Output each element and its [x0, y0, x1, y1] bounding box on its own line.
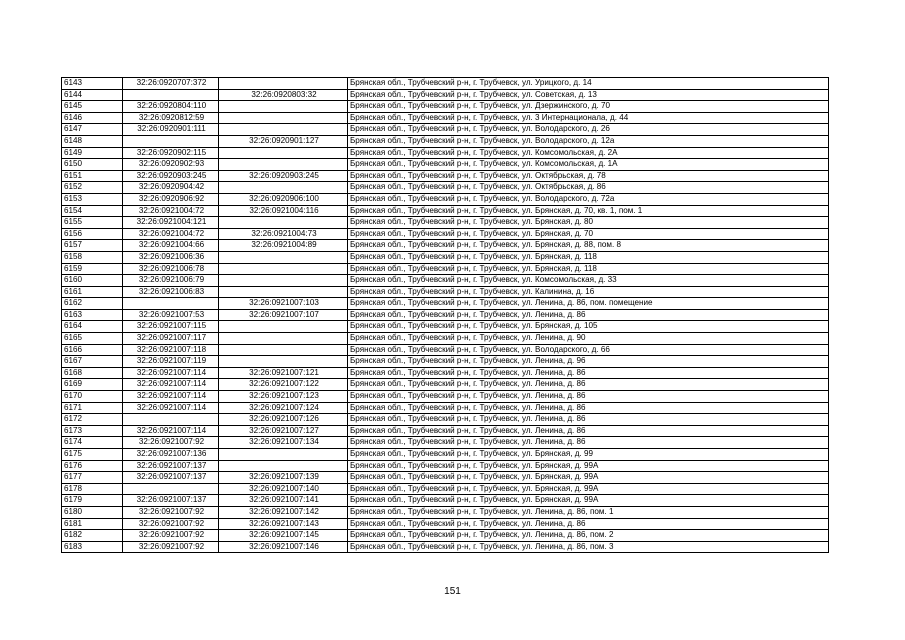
object-cadastral-number-cell: [219, 344, 348, 356]
row-number-cell: 6173: [62, 425, 123, 437]
address-cell: Брянская обл., Трубчевский р-н, г. Трубчевск, ул. Ленина, д. 86: [348, 518, 829, 530]
table-row: [62, 251, 829, 263]
address-cell: Брянская обл., Трубчевский р-н, г. Трубчевск, ул. Ленина, д. 86: [348, 309, 829, 321]
address-cell: Брянская обл., Трубчевский р-н, г. Трубчевск, ул. Брянская, д. 99А: [348, 483, 829, 495]
object-cadastral-number-cell: 32:26:0921007:141: [219, 495, 348, 507]
address-cell: Брянская обл., Трубчевский р-н, г. Трубчевск, ул. Дзержинского, д. 70: [348, 101, 829, 113]
table-row: [62, 495, 829, 507]
land-cadastral-number-cell: 32:26:0921007:137: [123, 472, 219, 484]
land-cadastral-number-cell: [123, 298, 219, 310]
table-row: [62, 402, 829, 414]
land-cadastral-number-cell: 32:26:0921007:53: [123, 309, 219, 321]
land-cadastral-number-cell: 32:26:0921007:119: [123, 356, 219, 368]
row-number-cell: 6151: [62, 170, 123, 182]
row-number-cell: 6160: [62, 275, 123, 287]
table-row: [62, 147, 829, 159]
table-row: [62, 472, 829, 484]
table-row: [62, 101, 829, 113]
land-cadastral-number-cell: 32:26:0920902:93: [123, 159, 219, 171]
row-number-cell: 6163: [62, 309, 123, 321]
address-cell: Брянская обл., Трубчевский р-н, г. Трубчевск, ул. Октябрьская, д. 78: [348, 170, 829, 182]
land-cadastral-number-cell: 32:26:0921007:92: [123, 530, 219, 542]
object-cadastral-number-cell: [219, 217, 348, 229]
land-cadastral-number-cell: 32:26:0921006:78: [123, 263, 219, 275]
address-cell: Брянская обл., Трубчевский р-н, г. Трубчевск, ул. Брянская, д. 118: [348, 263, 829, 275]
row-number-cell: 6148: [62, 135, 123, 147]
land-cadastral-number-cell: 32:26:0921007:115: [123, 321, 219, 333]
row-number-cell: 6158: [62, 251, 123, 263]
object-cadastral-number-cell: 32:26:0921007:146: [219, 541, 348, 553]
object-cadastral-number-cell: 32:26:0920906:100: [219, 193, 348, 205]
land-cadastral-number-cell: [123, 89, 219, 101]
object-cadastral-number-cell: 32:26:0921007:143: [219, 518, 348, 530]
address-cell: Брянская обл., Трубчевский р-н, г. Трубчевск, ул. Ленина, д. 96: [348, 356, 829, 368]
address-cell: Брянская обл., Трубчевский р-н, г. Трубчевск, ул. Советская, д. 13: [348, 89, 829, 101]
object-cadastral-number-cell: 32:26:0920901:127: [219, 135, 348, 147]
row-number-cell: 6176: [62, 460, 123, 472]
address-cell: Брянская обл., Трубчевский р-н, г. Трубчевск, ул. Калинина, д. 16: [348, 286, 829, 298]
row-number-cell: 6162: [62, 298, 123, 310]
object-cadastral-number-cell: 32:26:0921007:107: [219, 309, 348, 321]
object-cadastral-number-cell: [219, 112, 348, 124]
land-cadastral-number-cell: 32:26:0921007:114: [123, 425, 219, 437]
object-cadastral-number-cell: [219, 124, 348, 136]
land-cadastral-number-cell: 32:26:0921007:92: [123, 506, 219, 518]
object-cadastral-number-cell: 32:26:0921007:142: [219, 506, 348, 518]
address-cell: Брянская обл., Трубчевский р-н, г. Трубчевск, ул. Володарского, д. 66: [348, 344, 829, 356]
address-cell: Брянская обл., Трубчевский р-н, г. Трубчевск, ул. Ленина, д. 86, пом. 3: [348, 541, 829, 553]
table-row: [62, 228, 829, 240]
table-row: [62, 321, 829, 333]
object-cadastral-number-cell: [219, 182, 348, 194]
row-number-cell: 6172: [62, 414, 123, 426]
row-number-cell: 6155: [62, 217, 123, 229]
row-number-cell: 6170: [62, 391, 123, 403]
address-cell: Брянская обл., Трубчевский р-н, г. Трубчевск, ул. Ленина, д. 86, пом. 2: [348, 530, 829, 542]
address-cell: Брянская обл., Трубчевский р-н, г. Трубчевск, ул. Володарского, д. 26: [348, 124, 829, 136]
object-cadastral-number-cell: [219, 321, 348, 333]
object-cadastral-number-cell: [219, 251, 348, 263]
table-row: [62, 506, 829, 518]
row-number-cell: 6164: [62, 321, 123, 333]
table-row: [62, 78, 829, 90]
row-number-cell: 6150: [62, 159, 123, 171]
row-number-cell: 6168: [62, 367, 123, 379]
table-row: [62, 89, 829, 101]
row-number-cell: 6180: [62, 506, 123, 518]
address-cell: Брянская обл., Трубчевский р-н, г. Трубчевск, ул. Брянская, д. 105: [348, 321, 829, 333]
land-cadastral-number-cell: 32:26:0921007:92: [123, 437, 219, 449]
table-row: [62, 541, 829, 553]
table-row: [62, 298, 829, 310]
address-cell: Брянская обл., Трубчевский р-н, г. Трубчевск, ул. Ленина, д. 86: [348, 402, 829, 414]
table-row: [62, 124, 829, 136]
land-cadastral-number-cell: 32:26:0921007:114: [123, 379, 219, 391]
table-row: [62, 414, 829, 426]
land-cadastral-number-cell: 32:26:0921007:117: [123, 333, 219, 345]
object-cadastral-number-cell: 32:26:0921007:139: [219, 472, 348, 484]
object-cadastral-number-cell: 32:26:0921004:73: [219, 228, 348, 240]
table-row: [62, 193, 829, 205]
row-number-cell: 6154: [62, 205, 123, 217]
object-cadastral-number-cell: [219, 263, 348, 275]
address-cell: Брянская обл., Трубчевский р-н, г. Трубчевск, ул. Ленина, д. 86: [348, 437, 829, 449]
table-row: [62, 530, 829, 542]
land-cadastral-number-cell: [123, 135, 219, 147]
object-cadastral-number-cell: [219, 159, 348, 171]
object-cadastral-number-cell: 32:26:0920903:245: [219, 170, 348, 182]
table-row: [62, 437, 829, 449]
table-row: [62, 217, 829, 229]
land-cadastral-number-cell: 32:26:0921007:114: [123, 402, 219, 414]
land-cadastral-number-cell: 32:26:0921004:72: [123, 228, 219, 240]
row-number-cell: 6147: [62, 124, 123, 136]
table-row: [62, 518, 829, 530]
land-cadastral-number-cell: 32:26:0920903:245: [123, 170, 219, 182]
row-number-cell: 6181: [62, 518, 123, 530]
object-cadastral-number-cell: 32:26:0921007:122: [219, 379, 348, 391]
address-cell: Брянская обл., Трубчевский р-н, г. Трубчевск, ул. Ленина, д. 86: [348, 425, 829, 437]
table-row: [62, 182, 829, 194]
table-row: [62, 170, 829, 182]
table-row: [62, 344, 829, 356]
row-number-cell: 6167: [62, 356, 123, 368]
address-cell: Брянская обл., Трубчевский р-н, г. Трубчевск, ул. Ленина, д. 86: [348, 391, 829, 403]
row-number-cell: 6153: [62, 193, 123, 205]
land-cadastral-number-cell: 32:26:0921006:83: [123, 286, 219, 298]
row-number-cell: 6166: [62, 344, 123, 356]
table-row: [62, 135, 829, 147]
table-row: [62, 205, 829, 217]
land-cadastral-number-cell: [123, 414, 219, 426]
address-cell: Брянская обл., Трубчевский р-н, г. Трубчевск, ул. Октябрьская, д. 86: [348, 182, 829, 194]
land-cadastral-number-cell: 32:26:0921007:136: [123, 449, 219, 461]
address-cell: Брянская обл., Трубчевский р-н, г. Трубчевск, ул. Брянская, д. 70, кв. 1, пом. 1: [348, 205, 829, 217]
object-cadastral-number-cell: [219, 275, 348, 287]
land-cadastral-number-cell: 32:26:0921007:114: [123, 391, 219, 403]
object-cadastral-number-cell: [219, 101, 348, 113]
row-number-cell: 6159: [62, 263, 123, 275]
row-number-cell: 6169: [62, 379, 123, 391]
table-row: [62, 263, 829, 275]
address-cell: Брянская обл., Трубчевский р-н, г. Трубчевск, ул. Комсомольская, д. 33: [348, 275, 829, 287]
table-row: [62, 460, 829, 472]
address-cell: Брянская обл., Трубчевский р-н, г. Трубчевск, ул. Ленина, д. 86: [348, 367, 829, 379]
row-number-cell: 6177: [62, 472, 123, 484]
address-cell: Брянская обл., Трубчевский р-н, г. Трубчевск, ул. Комсомольская, д. 1А: [348, 159, 829, 171]
object-cadastral-number-cell: [219, 286, 348, 298]
row-number-cell: 6146: [62, 112, 123, 124]
land-cadastral-number-cell: 32:26:0921004:121: [123, 217, 219, 229]
object-cadastral-number-cell: 32:26:0920803:32: [219, 89, 348, 101]
object-cadastral-number-cell: 32:26:0921004:116: [219, 205, 348, 217]
land-cadastral-number-cell: 32:26:0921006:79: [123, 275, 219, 287]
address-cell: Брянская обл., Трубчевский р-н, г. Трубчевск, ул. 3 Интернационала, д. 44: [348, 112, 829, 124]
object-cadastral-number-cell: 32:26:0921004:89: [219, 240, 348, 252]
land-cadastral-number-cell: 32:26:0920707:372: [123, 78, 219, 90]
table-row: [62, 391, 829, 403]
row-number-cell: 6175: [62, 449, 123, 461]
table-row: [62, 286, 829, 298]
row-number-cell: 6152: [62, 182, 123, 194]
page-number: 151: [444, 586, 461, 597]
object-cadastral-number-cell: [219, 147, 348, 159]
address-cell: Брянская обл., Трубчевский р-н, г. Трубчевск, ул. Брянская, д. 99А: [348, 495, 829, 507]
land-cadastral-number-cell: 32:26:0920901:111: [123, 124, 219, 136]
property-registry-table: [61, 77, 829, 553]
land-cadastral-number-cell: [123, 483, 219, 495]
land-cadastral-number-cell: 32:26:0921007:92: [123, 541, 219, 553]
land-cadastral-number-cell: 32:26:0921004:66: [123, 240, 219, 252]
land-cadastral-number-cell: 32:26:0921007:137: [123, 495, 219, 507]
row-number-cell: 6144: [62, 89, 123, 101]
object-cadastral-number-cell: 32:26:0921007:121: [219, 367, 348, 379]
address-cell: Брянская обл., Трубчевский р-н, г. Трубчевск, ул. Володарского, д. 12а: [348, 135, 829, 147]
row-number-cell: 6156: [62, 228, 123, 240]
table-row: [62, 356, 829, 368]
land-cadastral-number-cell: 32:26:0920804:110: [123, 101, 219, 113]
object-cadastral-number-cell: 32:26:0921007:140: [219, 483, 348, 495]
table-row: [62, 367, 829, 379]
row-number-cell: 6178: [62, 483, 123, 495]
object-cadastral-number-cell: 32:26:0921007:103: [219, 298, 348, 310]
row-number-cell: 6179: [62, 495, 123, 507]
table-row: [62, 333, 829, 345]
address-cell: Брянская обл., Трубчевский р-н, г. Трубчевск, ул. Ленина, д. 86, пом. помещение: [348, 298, 829, 310]
table-row: [62, 449, 829, 461]
row-number-cell: 6183: [62, 541, 123, 553]
object-cadastral-number-cell: [219, 449, 348, 461]
address-cell: Брянская обл., Трубчевский р-н, г. Трубчевск, ул. Брянская, д. 99: [348, 449, 829, 461]
address-cell: Брянская обл., Трубчевский р-н, г. Трубчевск, ул. Ленина, д. 86: [348, 379, 829, 391]
address-cell: Брянская обл., Трубчевский р-н, г. Трубчевск, ул. Брянская, д. 70: [348, 228, 829, 240]
row-number-cell: 6157: [62, 240, 123, 252]
object-cadastral-number-cell: [219, 460, 348, 472]
row-number-cell: 6143: [62, 78, 123, 90]
address-cell: Брянская обл., Трубчевский р-н, г. Трубчевск, ул. Брянская, д. 118: [348, 251, 829, 263]
table-row: [62, 159, 829, 171]
land-cadastral-number-cell: 32:26:0920902:115: [123, 147, 219, 159]
land-cadastral-number-cell: 32:26:0921006:36: [123, 251, 219, 263]
row-number-cell: 6145: [62, 101, 123, 113]
address-cell: Брянская обл., Трубчевский р-н, г. Трубчевск, ул. Урицкого, д. 14: [348, 78, 829, 90]
table-row: [62, 309, 829, 321]
object-cadastral-number-cell: [219, 356, 348, 368]
table-row: [62, 112, 829, 124]
table-row: [62, 240, 829, 252]
land-cadastral-number-cell: 32:26:0921007:92: [123, 518, 219, 530]
object-cadastral-number-cell: 32:26:0921007:145: [219, 530, 348, 542]
address-cell: Брянская обл., Трубчевский р-н, г. Трубчевск, ул. Комсомольская, д. 2А: [348, 147, 829, 159]
object-cadastral-number-cell: 32:26:0921007:124: [219, 402, 348, 414]
address-cell: Брянская обл., Трубчевский р-н, г. Трубчевск, ул. Ленина, д. 90: [348, 333, 829, 345]
row-number-cell: 6165: [62, 333, 123, 345]
object-cadastral-number-cell: 32:26:0921007:123: [219, 391, 348, 403]
object-cadastral-number-cell: 32:26:0921007:134: [219, 437, 348, 449]
land-cadastral-number-cell: 32:26:0921007:137: [123, 460, 219, 472]
land-cadastral-number-cell: 32:26:0921007:114: [123, 367, 219, 379]
row-number-cell: 6174: [62, 437, 123, 449]
address-cell: Брянская обл., Трубчевский р-н, г. Трубчевск, ул. Володарского, д. 72а: [348, 193, 829, 205]
land-cadastral-number-cell: 32:26:0921007:118: [123, 344, 219, 356]
address-cell: Брянская обл., Трубчевский р-н, г. Трубчевск, ул. Брянская, д. 88, пом. 8: [348, 240, 829, 252]
table-row: [62, 425, 829, 437]
registry-table-body: [62, 78, 829, 553]
row-number-cell: 6161: [62, 286, 123, 298]
address-cell: Брянская обл., Трубчевский р-н, г. Трубчевск, ул. Брянская, д. 80: [348, 217, 829, 229]
object-cadastral-number-cell: [219, 78, 348, 90]
land-cadastral-number-cell: 32:26:0920906:92: [123, 193, 219, 205]
address-cell: Брянская обл., Трубчевский р-н, г. Трубчевск, ул. Ленина, д. 86, пом. 1: [348, 506, 829, 518]
land-cadastral-number-cell: 32:26:0920904:42: [123, 182, 219, 194]
row-number-cell: 6171: [62, 402, 123, 414]
object-cadastral-number-cell: 32:26:0921007:127: [219, 425, 348, 437]
row-number-cell: 6182: [62, 530, 123, 542]
address-cell: Брянская обл., Трубчевский р-н, г. Трубчевск, ул. Брянская, д. 99А: [348, 472, 829, 484]
object-cadastral-number-cell: 32:26:0921007:126: [219, 414, 348, 426]
land-cadastral-number-cell: 32:26:0920812:59: [123, 112, 219, 124]
table-row: [62, 275, 829, 287]
land-cadastral-number-cell: 32:26:0921004:72: [123, 205, 219, 217]
address-cell: Брянская обл., Трубчевский р-н, г. Трубчевск, ул. Брянская, д. 99А: [348, 460, 829, 472]
address-cell: Брянская обл., Трубчевский р-н, г. Трубчевск, ул. Ленина, д. 86: [348, 414, 829, 426]
row-number-cell: 6149: [62, 147, 123, 159]
object-cadastral-number-cell: [219, 333, 348, 345]
table-row: [62, 379, 829, 391]
table-row: [62, 483, 829, 495]
